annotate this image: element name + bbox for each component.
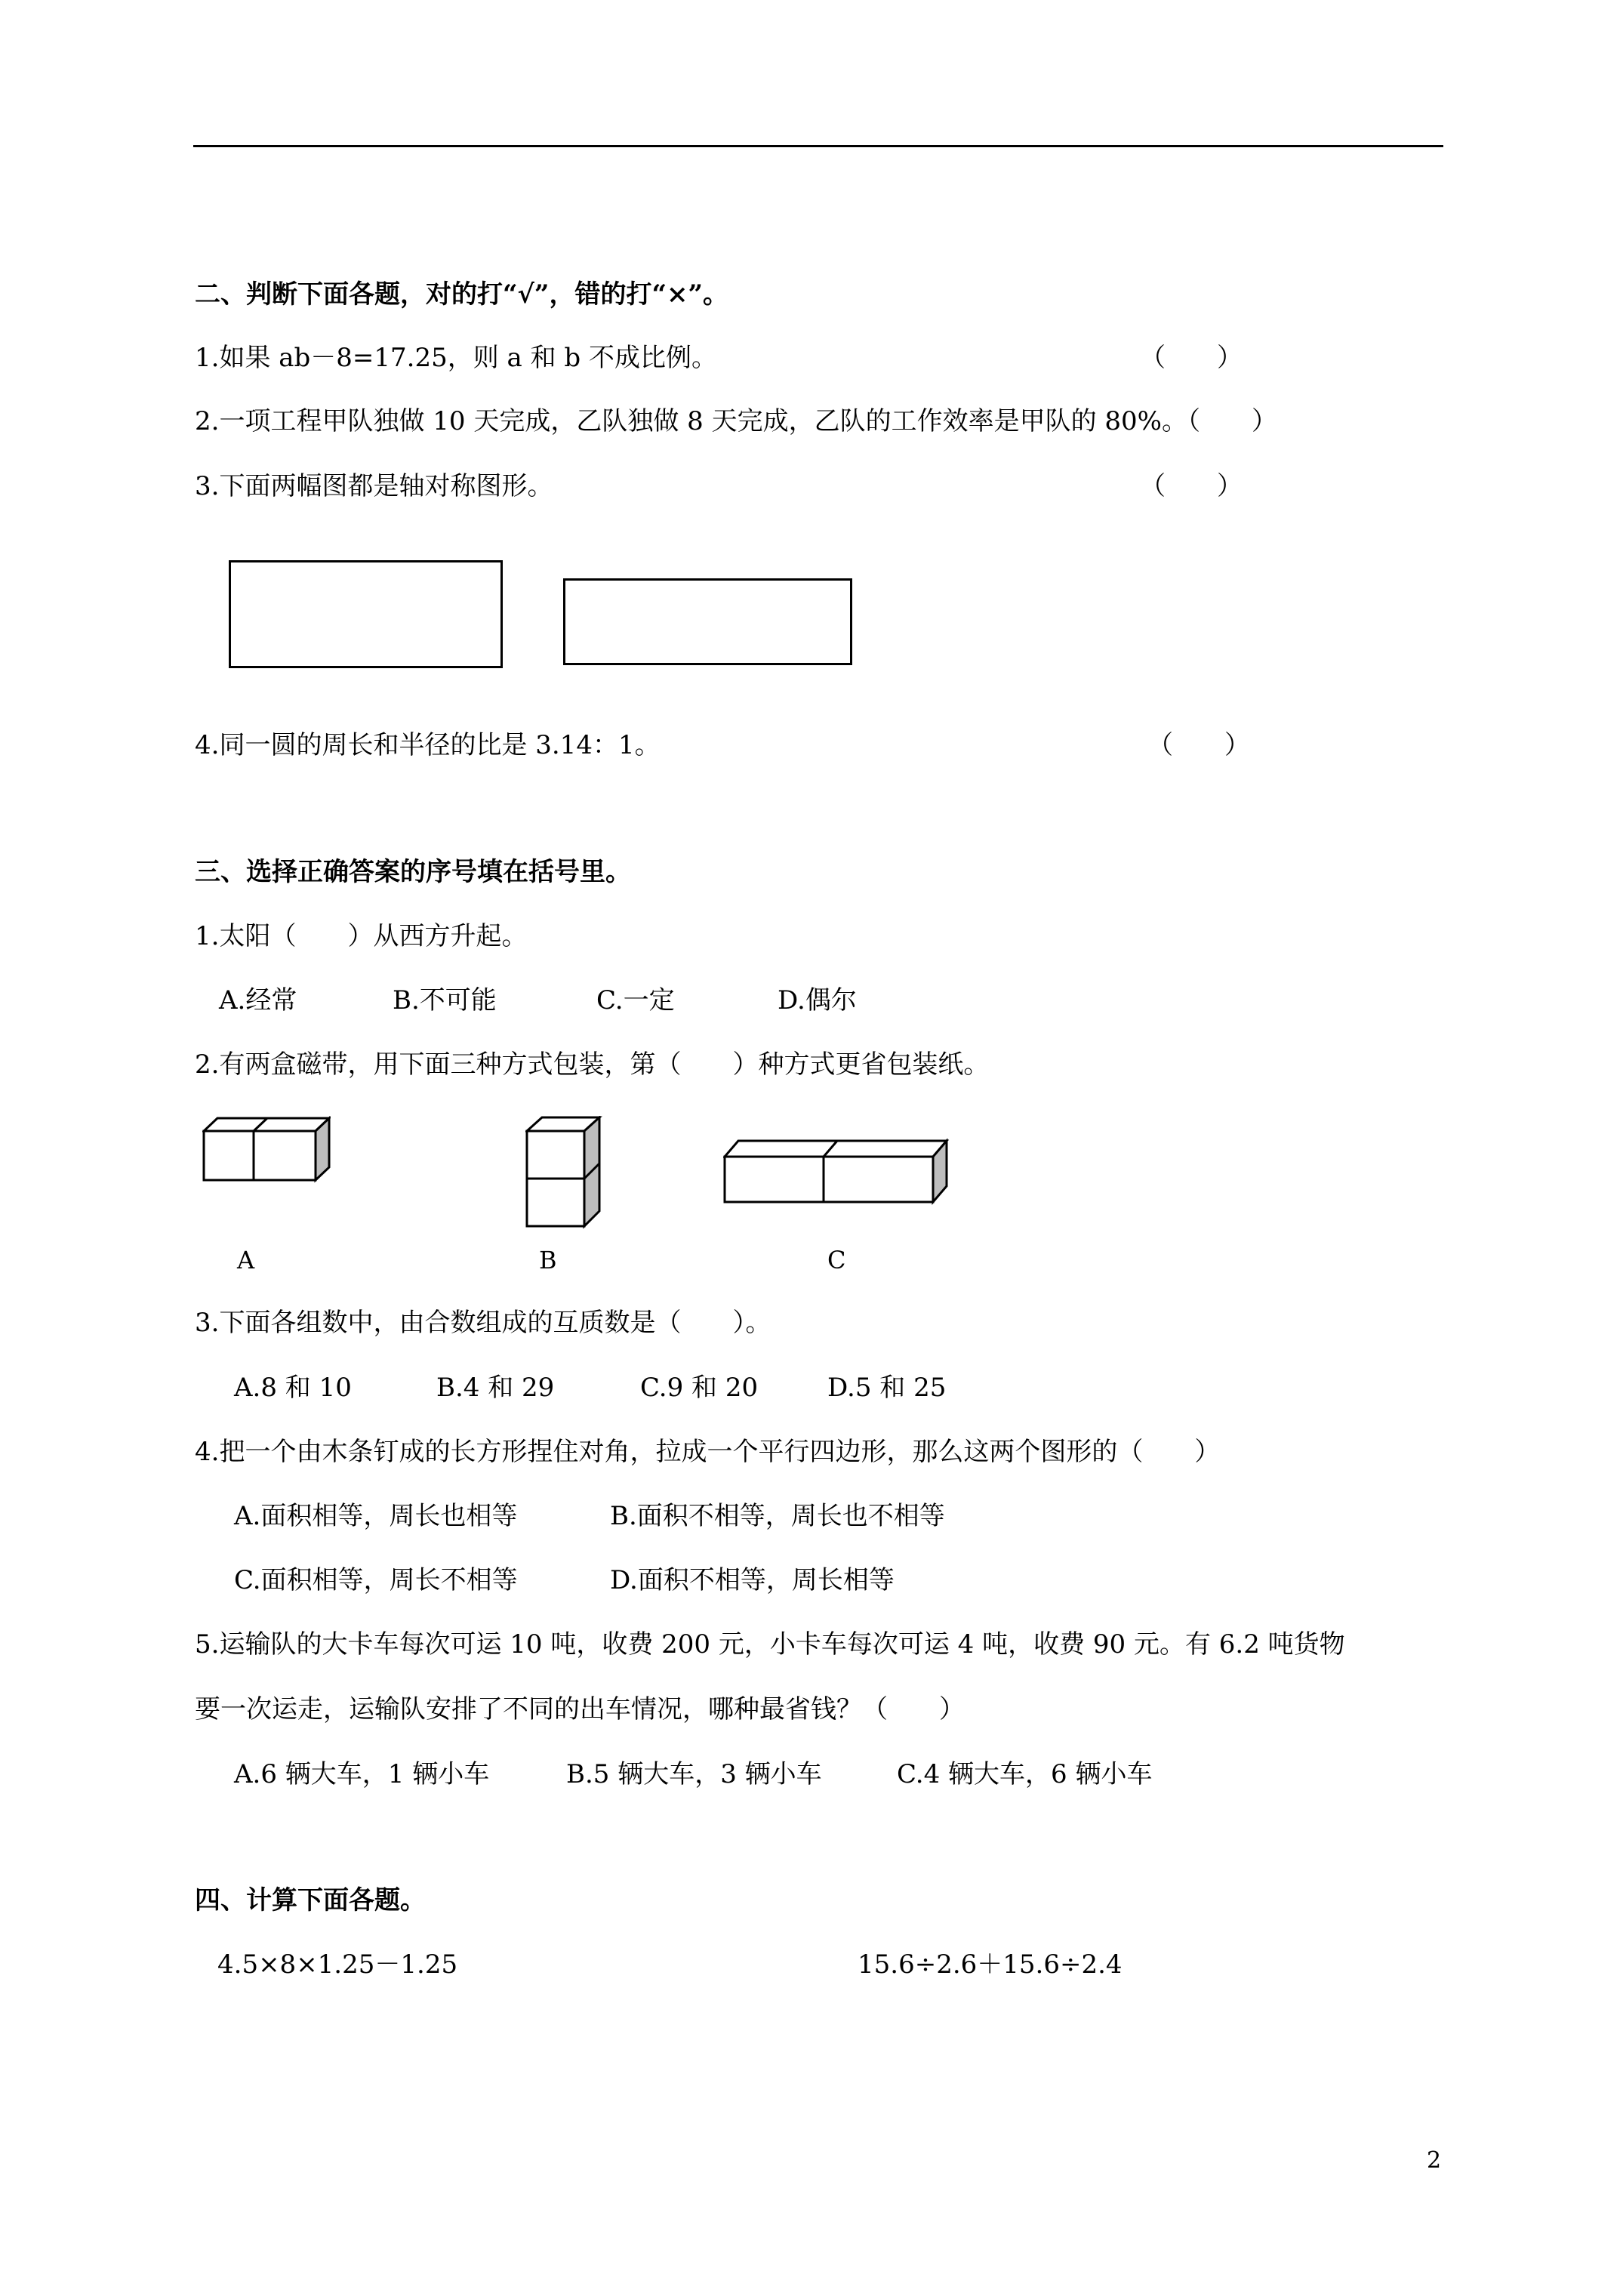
s2-item-2: 2.一项工程甲队独做 10 天完成，乙队独做 8 天完成，乙队的工作效率是甲队的 80%。（ ） xyxy=(195,406,1277,436)
s3-q3-option-c[interactable]: C.9 和 20 xyxy=(640,1373,759,1403)
section2-title: 二、判断下面各题，对的打“√”，错的打“×”。 xyxy=(195,279,729,310)
s3-q5-line1: 5.运输队的大卡车每次可运 10 吨，收费 200 元，小卡车每次可运 4 吨，收费 90 元。有 6.2 吨货物 xyxy=(195,1629,1345,1660)
s2-item-1: 1.如果 ab－8=17.25，则 a 和 b 不成比例。 xyxy=(195,343,718,373)
calc-expression-2: 15.6÷2.6＋15.6÷2.4 xyxy=(858,1949,1123,1980)
packaging-figure-b xyxy=(525,1116,602,1229)
s3-q1-option-a[interactable]: A.经常 xyxy=(219,985,297,1015)
s2-item-4-answer[interactable]: （ ） xyxy=(1147,730,1250,760)
section4-title: 四、计算下面各题。 xyxy=(195,1885,426,1915)
s3-q3-option-d[interactable]: D.5 和 25 xyxy=(827,1373,947,1403)
figure-label-c: C xyxy=(827,1246,846,1274)
s3-q1-option-c[interactable]: C.一定 xyxy=(596,985,675,1015)
figure-label-b: B xyxy=(539,1246,557,1274)
s3-q5-option-c[interactable]: C.4 辆大车，6 辆小车 xyxy=(897,1759,1153,1789)
s3-q2: 2.有两盒磁带，用下面三种方式包装，第（ ）种方式更省包装纸。 xyxy=(195,1049,990,1080)
s2-item-4: 4.同一圆的周长和半径的比是 3.14：1。 xyxy=(195,730,661,760)
packaging-figure-c xyxy=(723,1139,950,1207)
s3-q3: 3.下面各组数中，由合数组成的互质数是（ ）。 xyxy=(195,1308,771,1338)
s3-q5-option-b[interactable]: B.5 辆大车，3 辆小车 xyxy=(566,1759,822,1789)
s3-q4: 4.把一个由木条钉成的长方形捏住对角，拉成一个平行四边形，那么这两个图形的（ ） xyxy=(195,1437,1221,1467)
s2-item-3-answer[interactable]: （ ） xyxy=(1140,471,1243,501)
s3-q1-option-b[interactable]: B.不可能 xyxy=(393,985,497,1015)
s3-q4-option-b[interactable]: B.面积不相等，周长也不相等 xyxy=(610,1501,945,1531)
s3-q5-option-a[interactable]: A.6 辆大车，1 辆小车 xyxy=(234,1759,490,1789)
figure-rectangle-2 xyxy=(563,578,852,665)
s3-q4-option-d[interactable]: D.面积不相等，周长相等 xyxy=(610,1565,895,1595)
s3-q3-option-b[interactable]: B.4 和 29 xyxy=(436,1373,555,1403)
s3-q4-option-a[interactable]: A.面积相等，周长也相等 xyxy=(234,1501,518,1531)
s3-q3-option-a[interactable]: A.8 和 10 xyxy=(234,1373,352,1403)
s3-q1-option-d[interactable]: D.偶尔 xyxy=(778,985,857,1015)
figure-rectangle-1 xyxy=(229,560,503,668)
s3-q1: 1.太阳（ ）从西方升起。 xyxy=(195,921,528,951)
s2-item-3: 3.下面两幅图都是轴对称图形。 xyxy=(195,471,553,501)
page-number: 2 xyxy=(1427,2147,1442,2174)
s3-q4-option-c[interactable]: C.面积相等，周长不相等 xyxy=(234,1565,518,1595)
section3-title: 三、选择正确答案的序号填在括号里。 xyxy=(195,857,631,887)
header-rule xyxy=(193,145,1443,147)
s3-q5-line2: 要一次运走，运输队安排了不同的出车情况，哪种最省钱？（ ） xyxy=(195,1694,965,1724)
packaging-figure-a xyxy=(202,1116,331,1184)
calc-expression-1: 4.5×8×1.25－1.25 xyxy=(217,1949,458,1980)
s2-item-1-answer[interactable]: （ ） xyxy=(1140,343,1243,373)
figure-label-a: A xyxy=(237,1246,255,1274)
